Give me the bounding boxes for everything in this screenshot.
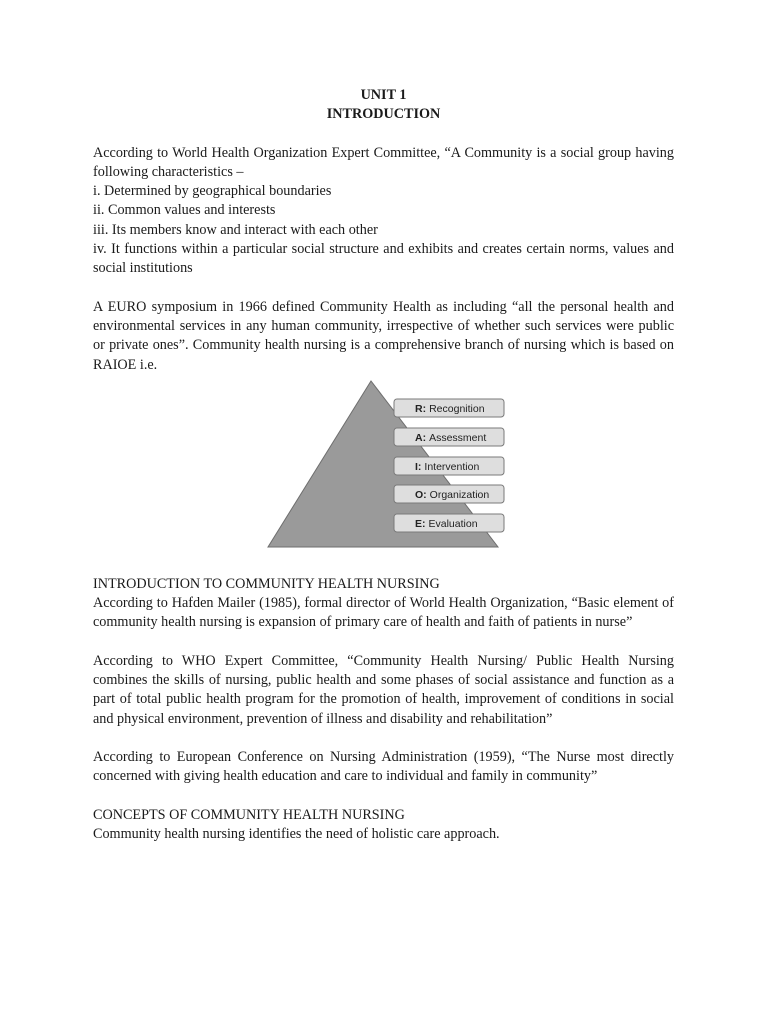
concept-bullet: Community health nursing identifies the need of holistic care approach. [93, 825, 500, 842]
raioe-item [394, 485, 504, 503]
svg-text:R:Recognition [415, 403, 485, 415]
raioe-item [394, 457, 504, 475]
raioe-word: Evaluation [428, 517, 478, 530]
raioe-word: Intervention [424, 460, 480, 473]
raioe-letter: I: [415, 460, 422, 473]
raioe-pyramid-figure [93, 377, 674, 561]
unit-title: UNIT 1 [360, 87, 407, 103]
raioe-letter: O: [415, 488, 427, 501]
who-committee-paragraph: According to WHO Expert Committee, “Community Health Nursing/ Public Health Nursing combines the skills of nursing, public health and some phases of social assistance and function as a part of total public health program for the promotion of health, improvement of conditions in social and physical environment, prevention of illness and disability and rehabilitation” [93, 652, 674, 727]
hafden-mailer-paragraph: According to Hafden Mailer (1985), formal director of World Health Organization, “Basic element of community health nursing is expansion of primary care of health and faith of patients in nurse” [93, 595, 674, 631]
unit-subtitle: INTRODUCTION [326, 106, 441, 123]
raioe-word: Organization [429, 488, 490, 501]
characteristic-item: iv. It functions within a particular social structure and exhibits and creates certain norms, values and social institutions [93, 241, 674, 277]
svg-text:O:Organization [415, 489, 489, 501]
raioe-letter: E: [415, 517, 426, 530]
raioe-word: Assessment [429, 431, 487, 444]
raioe-letter: A: [415, 431, 427, 444]
raioe-item [394, 399, 504, 417]
svg-text:A:Assessment [415, 432, 486, 444]
raioe-pyramid-diagram [250, 377, 520, 561]
characteristic-item: ii. Common values and interests [93, 202, 276, 219]
document-body [93, 86, 674, 844]
section-heading-concepts: CONCEPTS OF COMMUNITY HEALTH NURSING [93, 806, 405, 823]
raioe-word: Recognition [429, 402, 485, 415]
characteristic-item: iii. Its members know and interact with each other [93, 221, 378, 238]
euro-symposium-paragraph: A EURO symposium in 1966 defined Community Health as including “all the personal health and environmental services in any human community, irrespective of whether such services were public or private ones”. Community health nursing is a comprehensive branch of nursing which is based on RAIOE i.e. [93, 298, 674, 373]
european-conference-paragraph: According to European Conference on Nursing Administration (1959), “The Nurse most directly concerned with giving health education and care to individual and family in community” [93, 748, 674, 785]
raioe-item [394, 514, 504, 532]
section-heading-introduction: INTRODUCTION TO COMMUNITY HEALTH NURSING [93, 575, 440, 592]
raioe-letter: R: [415, 402, 427, 415]
characteristic-item: i. Determined by geographical boundaries [93, 183, 332, 200]
community-definition-intro: According to World Health Organization Expert Committee, “A Community is a social group having following characteristics – [93, 144, 674, 180]
raioe-item [394, 428, 504, 446]
svg-text:I:Intervention [415, 461, 479, 473]
svg-text:E:Evaluation [415, 518, 478, 530]
